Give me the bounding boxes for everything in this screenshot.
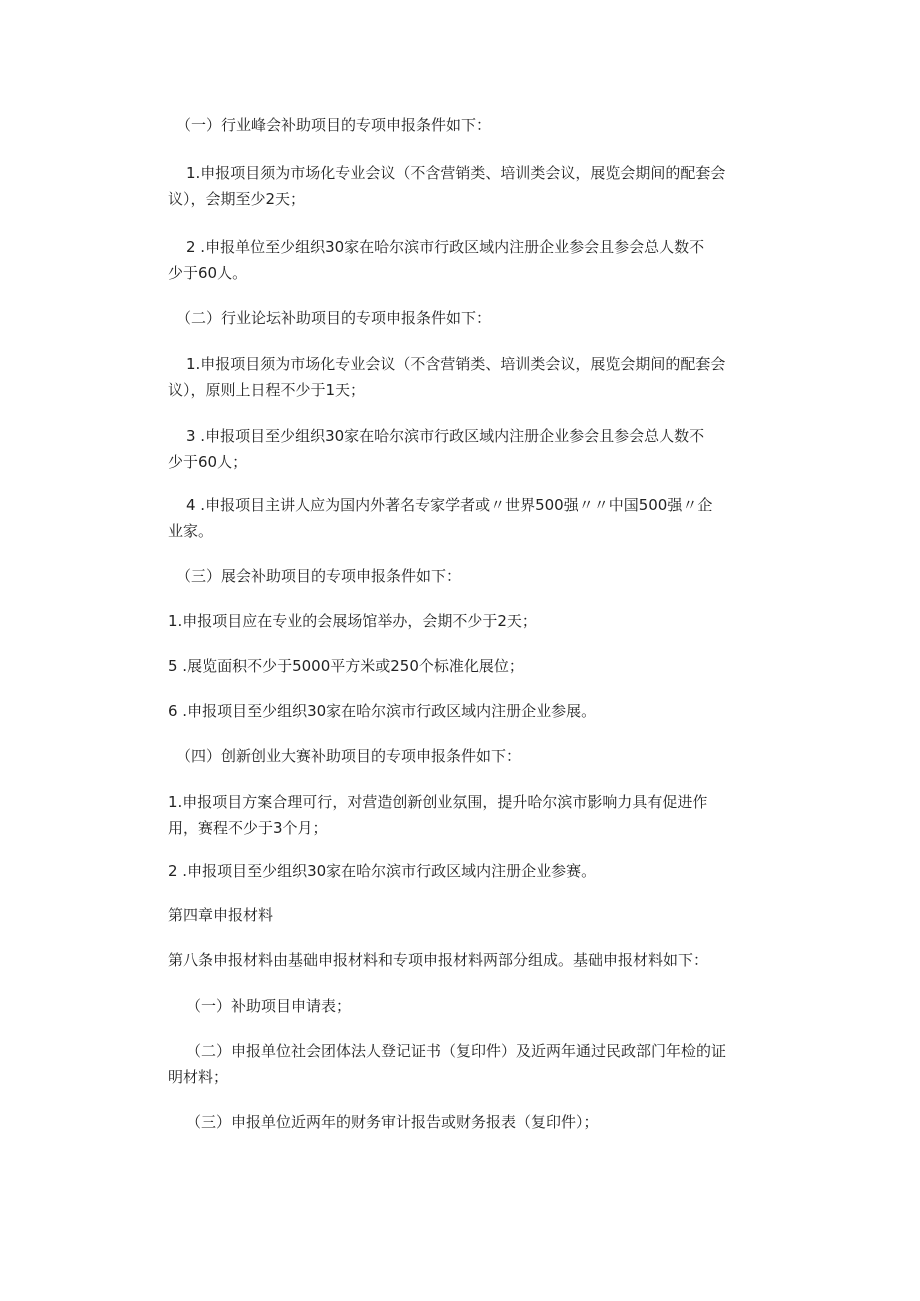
material-item-2 — [168, 1038, 785, 1090]
paragraph-summit-item-2 — [168, 234, 785, 286]
text-line: 第八条申报材料由基础申报材料和专项申报材料两部分组成。基础申报材料如下： — [168, 951, 709, 969]
text-line: （一）行业峰会补助项目的专项申报条件如下： — [176, 116, 492, 134]
text-line: （三）申报单位近两年的财务审计报告或财务报表（复印件）； — [186, 1113, 599, 1131]
text-line: 6 .申报项目至少组织30家在哈尔滨市行政区域内注册企业参展。 — [168, 702, 597, 720]
section-heading-exhibition — [168, 563, 785, 589]
text-line: 1.申报项目方案合理可行，对营造创新创业氛围，提升哈尔滨市影响力具有促进作 — [168, 793, 708, 811]
text-line: 议），原则上日程不少于1天； — [168, 381, 366, 399]
paragraph-exhibition-item-5 — [168, 653, 785, 679]
text-line: 少于60人； — [168, 453, 248, 471]
text-line: 明材料； — [168, 1068, 229, 1086]
text-line: 业家。 — [168, 522, 214, 540]
paragraph-forum-item-3 — [168, 423, 785, 475]
text-line: 2 .申报单位至少组织30家在哈尔滨市行政区域内注册企业参会且参会总人数不 — [186, 238, 705, 256]
material-item-1 — [168, 993, 785, 1019]
paragraph-exhibition-item-6 — [168, 698, 785, 724]
paragraph-forum-item-4 — [168, 492, 785, 544]
text-line: 4 .申报项目主讲人应为国内外著名专家学者或〃世界500强〃〃中国500强〃企 — [186, 496, 713, 514]
paragraph-competition-item-1 — [168, 789, 785, 841]
chapter-heading — [168, 902, 785, 928]
text-line: （一）补助项目申请表； — [186, 997, 352, 1015]
paragraph-summit-item-1 — [168, 160, 785, 212]
article-eight — [168, 947, 785, 973]
text-line: 第四章申报材料 — [168, 906, 274, 924]
text-line: （四）创新创业大赛补助项目的专项申报条件如下： — [176, 747, 522, 765]
paragraph-competition-item-2 — [168, 858, 785, 884]
text-line: （二）行业论坛补助项目的专项申报条件如下： — [176, 309, 492, 327]
text-line: 1.申报项目须为市场化专业会议（不含营销类、培训类会议，展览会期间的配套会 — [186, 355, 726, 373]
section-heading-competition — [168, 743, 785, 769]
text-line: （三）展会补助项目的专项申报条件如下： — [176, 567, 462, 585]
text-line: 2 .申报项目至少组织30家在哈尔滨市行政区域内注册企业参赛。 — [168, 862, 597, 880]
text-line: 1.申报项目应在专业的会展场馆举办，会期不少于2天； — [168, 612, 537, 630]
text-line: 1.申报项目须为市场化专业会议（不含营销类、培训类会议，展览会期间的配套会 — [186, 164, 726, 182]
paragraph-exhibition-item-1 — [168, 608, 785, 634]
text-line: 议），会期至少2天； — [168, 190, 306, 208]
paragraph-forum-item-1 — [168, 351, 785, 403]
text-line: （二）申报单位社会团体法人登记证书（复印件）及近两年通过民政部门年检的证 — [186, 1042, 727, 1060]
section-heading-summit — [168, 112, 785, 138]
text-line: 用，赛程不少于3个月； — [168, 819, 328, 837]
material-item-3 — [168, 1109, 785, 1135]
text-line: 少于60人。 — [168, 264, 248, 282]
section-heading-forum — [168, 305, 785, 331]
text-line: 5 .展览面积不少于5000平方米或250个标准化展位； — [168, 657, 524, 675]
text-line: 3 .申报项目至少组织30家在哈尔滨市行政区域内注册企业参会且参会总人数不 — [186, 427, 705, 445]
